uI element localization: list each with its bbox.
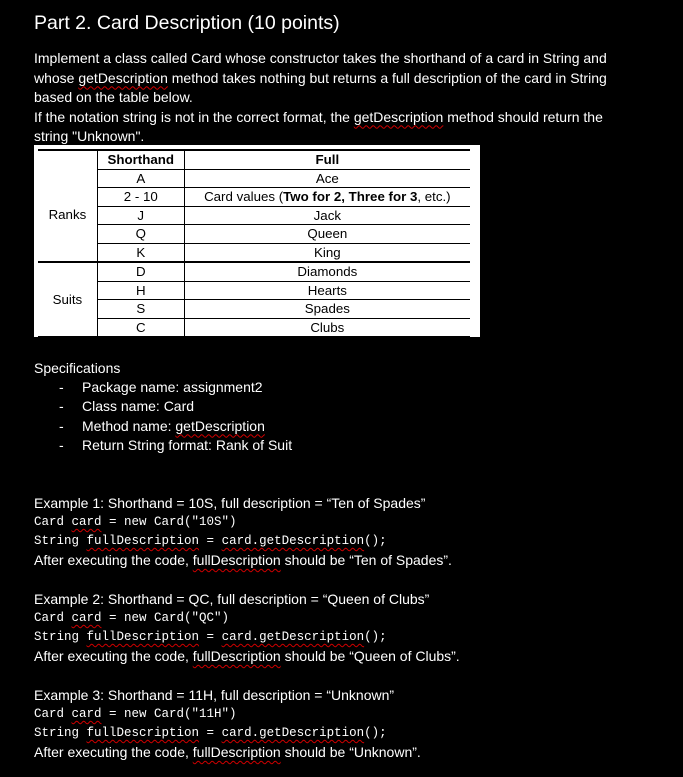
list-item — [34, 436, 292, 455]
table-header-row — [38, 150, 470, 169]
table-row — [38, 318, 470, 337]
method-name: getDescription — [78, 69, 168, 86]
group-label-suits: Suits — [38, 262, 97, 337]
code-var: fullDescription — [192, 648, 281, 664]
code-line — [34, 609, 674, 628]
card-table-image — [34, 145, 480, 337]
text-run: After executing the code, — [34, 648, 193, 664]
text-run: should be “Ten of Spades”. — [280, 552, 452, 568]
code-token: = new Card("11H") — [101, 707, 237, 721]
text-run: After executing the code, — [34, 744, 193, 760]
table-row — [38, 225, 470, 244]
example-heading: Example 1: Shorthand = 10S, full description = “Ten of Spades” — [34, 495, 426, 511]
code-line — [34, 628, 674, 647]
code-var: fullDescription — [192, 552, 281, 568]
example-3 — [34, 686, 674, 762]
full-cell: Hearts — [184, 281, 470, 300]
full-cell: Spades — [184, 300, 470, 319]
spec-text: Method name: — [82, 417, 176, 434]
code-token: = — [199, 630, 222, 644]
intro-line-2 — [34, 69, 654, 89]
code-call: card.getDescription — [221, 726, 365, 740]
code-line — [34, 724, 674, 743]
group-label-ranks: Ranks — [38, 169, 97, 262]
shorthand-cell: H — [97, 281, 184, 300]
table-row — [38, 169, 470, 188]
page-title: Part 2. Card Description (10 points) — [34, 12, 340, 34]
text-run: should be “Queen of Clubs”. — [280, 648, 460, 664]
intro-line-4 — [34, 108, 654, 128]
example-result — [34, 551, 674, 570]
code-token: = — [199, 534, 222, 548]
dash-bullet: - — [59, 398, 64, 415]
code-var: fullDescription — [86, 630, 200, 644]
example-2 — [34, 590, 674, 666]
example-1 — [34, 494, 674, 570]
spec-text: Package name: assignment2 — [82, 379, 263, 395]
code-token: (); — [364, 534, 387, 548]
code-call: card.getDescription — [221, 534, 365, 548]
code-token: = new Card("QC") — [101, 611, 230, 625]
shorthand-cell: C — [97, 318, 184, 337]
code-token: = — [199, 726, 222, 740]
code-var: fullDescription — [86, 534, 200, 548]
code-line — [34, 705, 674, 724]
card-notation-table — [38, 149, 470, 338]
code-token: String — [34, 726, 87, 740]
code-token: String — [34, 534, 87, 548]
full-cell: Clubs — [184, 318, 470, 337]
example-heading: Example 3: Shorthand = 11H, full description = “Unknown” — [34, 687, 395, 703]
dash-bullet: - — [59, 379, 64, 395]
code-line — [34, 513, 674, 532]
code-var: fullDescription — [192, 744, 281, 760]
code-var: card — [71, 515, 102, 529]
table-row — [38, 262, 470, 281]
code-token: String — [34, 630, 87, 644]
code-token: = new Card("10S") — [101, 515, 237, 529]
full-cell: Jack — [184, 206, 470, 225]
text-run: After executing the code, — [34, 552, 193, 568]
table-header-empty — [38, 150, 97, 169]
method-name: getDescription — [175, 417, 265, 434]
full-cell: Queen — [184, 225, 470, 244]
table-row — [38, 300, 470, 319]
text-run: Card values ( — [204, 189, 284, 204]
text-run: should be “Unknown”. — [280, 744, 421, 760]
intro-line-5: string "Unknown". — [34, 128, 145, 144]
code-var: card — [71, 611, 102, 625]
dash-bullet: - — [59, 417, 64, 434]
bold-text: Two for 2, Three for 3 — [283, 189, 418, 204]
intro-line-3: based on the table below. — [34, 89, 193, 105]
code-token: Card — [34, 611, 72, 625]
text-run: whose — [34, 69, 79, 86]
code-token: Card — [34, 515, 72, 529]
method-name: getDescription — [353, 108, 444, 125]
shorthand-cell: J — [97, 206, 184, 225]
intro-line-1: Implement a class called Card whose constructor takes the shorthand of a card in String and — [34, 50, 607, 66]
full-cell: Diamonds — [297, 264, 358, 279]
list-item — [34, 417, 292, 436]
table-header-shorthand: Shorthand — [97, 150, 184, 169]
dash-bullet: - — [59, 436, 64, 453]
text-run: method should return the — [443, 108, 603, 125]
table-row — [38, 281, 470, 300]
specifications-list — [34, 378, 292, 455]
list-item — [34, 378, 292, 397]
example-result — [34, 647, 674, 666]
spec-text: Return String format: Rank of Suit — [82, 436, 293, 453]
table-row — [38, 243, 470, 262]
shorthand-cell: S — [97, 300, 184, 319]
table-row — [38, 206, 470, 225]
shorthand-cell: 2 - 10 — [97, 188, 184, 207]
code-call: card.getDescription — [221, 630, 365, 644]
shorthand-cell: D — [97, 262, 184, 281]
table-row — [38, 188, 470, 207]
specifications-heading: Specifications — [34, 360, 121, 376]
full-cell: King — [184, 243, 470, 262]
spec-text: Class name: Card — [82, 398, 195, 415]
code-var: fullDescription — [86, 726, 200, 740]
shorthand-cell: K — [97, 243, 184, 262]
list-item — [34, 397, 292, 416]
shorthand-cell: A — [97, 169, 184, 188]
shorthand-cell: Q — [97, 225, 184, 244]
code-token: Card — [34, 707, 72, 721]
code-token: (); — [364, 726, 387, 740]
code-token: (); — [364, 630, 387, 644]
text-run: , etc.) — [417, 189, 451, 204]
example-heading: Example 2: Shorthand = QC, full description = “Queen of Clubs” — [34, 591, 430, 607]
text-run: If the notation string is not in the correct format, the — [34, 108, 354, 125]
text-run: method takes nothing but returns a full description of the card in String — [167, 69, 607, 86]
full-cell: Ace — [184, 169, 470, 188]
example-result — [34, 743, 674, 762]
code-var: card — [71, 707, 102, 721]
code-line — [34, 532, 674, 551]
table-header-full: Full — [184, 150, 470, 169]
full-cell — [184, 188, 470, 207]
